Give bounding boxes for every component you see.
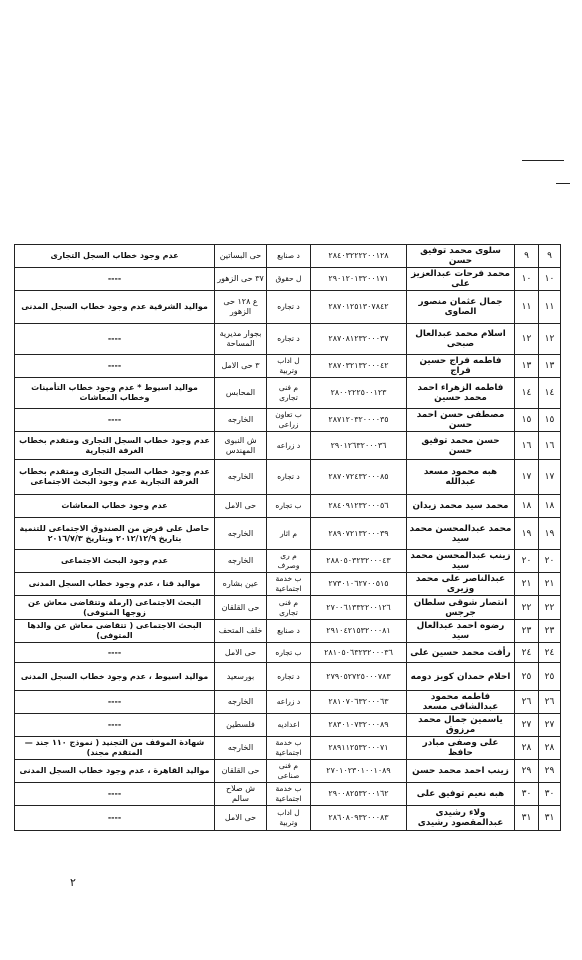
address-cell: حى القلقان [215,596,267,620]
table-row [15,245,561,268]
notes-cell: عدم وجود خطاب المعاشات [15,495,215,518]
applicant-name-cell: ياسمين جمال محمد مرزوق [407,714,515,737]
serial-number-cell: ٢٠ [539,550,561,573]
index-number-cell: ٢٧ [515,714,539,737]
applicant-name-cell: محمد سيد محمد زيدان [407,495,515,518]
index-number-cell: ١٢ [515,324,539,355]
table-row [15,518,561,550]
serial-number-cell: ١٦ [539,432,561,460]
national-id-cell: ٢٨٩١١٢٥٣٢٠٠٠٧١ [311,737,407,760]
national-id-cell: ٢٩٠١٢٠١٣٢٠٠١٧١ [311,268,407,291]
qualification-cell: ل حقوق [267,268,311,291]
applicant-name-cell: اسلام محمد عبدالعال صبحى [407,324,515,355]
notes-cell: مواليد الشرقية عدم وجود خطاب السجل المدنى [15,291,215,324]
applicant-name-cell: زينب عبدالمحسن محمد سيد [407,550,515,573]
index-number-cell: ٢٦ [515,691,539,714]
serial-number-cell: ٢١ [539,573,561,596]
national-id-cell: ٢٨١٠٥٠٦٣٢٣٢٠٠٠٣٦ [311,643,407,663]
applicant-name-cell: انتصار شوقى سلطان جرجس [407,596,515,620]
applicant-name-cell: هبه نعيم توفيق على [407,783,515,806]
notes-cell: عدم وجود خطاب السجل التجارى ومتقدم بخطاب الغرفة التجارية عدم وجود البحث الاجتماعى [15,460,215,495]
applicant-name-cell: سلوى محمد توفيق حسن [407,245,515,268]
serial-number-cell: ٢٦ [539,691,561,714]
applicant-name-cell: حسن محمد توفيق حسن [407,432,515,460]
qualification-cell: د تجاره [267,460,311,495]
table-row [15,643,561,663]
notes-cell: ---- [15,691,215,714]
applicants-table [14,244,561,831]
notes-cell: ---- [15,643,215,663]
serial-number-cell: ٢٤ [539,643,561,663]
index-number-cell: ١٧ [515,460,539,495]
address-cell: ش النبوى المهندس [215,432,267,460]
address-cell: ٣ حى الامل [215,355,267,378]
national-id-cell: ٢٨٩٠٧٢١٣٢٠٠٠٣٩ [311,518,407,550]
address-cell: خلف المتحف [215,620,267,643]
qualification-cell: ب تجاره [267,495,311,518]
qualification-cell: د صنايع [267,245,311,268]
address-cell: عين بشاره [215,573,267,596]
serial-number-cell: ٢٨ [539,737,561,760]
qualification-cell: م فنى تجارى [267,596,311,620]
address-cell: فلسطين [215,714,267,737]
table-row [15,783,561,806]
national-id-cell: ٢٩٠١٢٦٣٢٠٠٠٣٦ [311,432,407,460]
table-row [15,378,561,409]
serial-number-cell: ٢٥ [539,663,561,691]
index-number-cell: ٢٩ [515,760,539,783]
index-number-cell: ١٦ [515,432,539,460]
notes-cell: ---- [15,268,215,291]
address-cell: حى الامل [215,806,267,831]
table-row [15,620,561,643]
notes-cell: عدم وجود خطاب السجل التجارى [15,245,215,268]
qualification-cell: ب خدمة اجتماعية [267,737,311,760]
applicant-name-cell: هبه محمود مسعد عبدالله [407,460,515,495]
serial-number-cell: ٩ [539,245,561,268]
serial-number-cell: ١٢ [539,324,561,355]
qualification-cell: ب تجاره [267,643,311,663]
table-row [15,737,561,760]
table-row [15,355,561,378]
national-id-cell: ٢٨٦٠٨٠٩٣٢٠٠٠٨٣ [311,806,407,831]
notes-cell: شهادة الموقف من التجنيد ( نموذج ١١٠ جند — المتقدم مجند) [15,737,215,760]
serial-number-cell: ١٨ [539,495,561,518]
table-row [15,691,561,714]
notes-cell: ---- [15,806,215,831]
index-number-cell: ١١ [515,291,539,324]
applicant-name-cell: عبدالناصر على محمد وزيرى [407,573,515,596]
table-body [15,245,561,831]
index-number-cell: ١٨ [515,495,539,518]
page-number: ٢ [70,876,76,889]
notes-cell: ---- [15,714,215,737]
national-id-cell: ٢٨٧١٢٠٣٢٠٠٠٠٣٥ [311,409,407,432]
serial-number-cell: ٢٧ [539,714,561,737]
address-cell: الخارجه [215,691,267,714]
serial-number-cell: ١٤ [539,378,561,409]
applicant-name-cell: رضوه احمد عبدالعال سيد [407,620,515,643]
table-row [15,714,561,737]
qualification-cell: م اثار [267,518,311,550]
notes-cell: البحث الاجتماعى (ارملة وتتقاضى معاش عن زوجها المتوفى) [15,596,215,620]
applicant-name-cell: رأفت محمد حسين على [407,643,515,663]
table-row [15,550,561,573]
index-number-cell: ٢١ [515,573,539,596]
serial-number-cell: ١٣ [539,355,561,378]
top-dash-mark-small [556,183,570,184]
address-cell: ش صلاح سالم [215,783,267,806]
qualification-cell: ب خدمة اجتماعية [267,573,311,596]
serial-number-cell: ١٥ [539,409,561,432]
national-id-cell: ٢٨٨٠٥٠٣٢٣٢٠٠٠٤٣ [311,550,407,573]
qualification-cell: ب خدمة اجتماعية [267,783,311,806]
applicant-name-cell: فاطمه محمود عبدالشافى مسعد [407,691,515,714]
table-row [15,409,561,432]
applicant-name-cell: ولاء رشيدى عبدالمقصود رشيدى [407,806,515,831]
address-cell: الخارجه [215,518,267,550]
index-number-cell: ٢٨ [515,737,539,760]
applicant-name-cell: مصطفى حسن احمد حسن [407,409,515,432]
index-number-cell: ١٥ [515,409,539,432]
notes-cell: ---- [15,324,215,355]
index-number-cell: ٩ [515,245,539,268]
address-cell: ع ١٢٨ حى الزهور [215,291,267,324]
national-id-cell: ٢٩١٠٤٢١٥٣٢٠٠٠٨١ [311,620,407,643]
address-cell: الخارجه [215,550,267,573]
notes-cell: ---- [15,409,215,432]
serial-number-cell: ١١ [539,291,561,324]
address-cell: حى الامل [215,643,267,663]
address-cell: ٣٧ حى الزهور [215,268,267,291]
serial-number-cell: ١٠ [539,268,561,291]
index-number-cell: ٢٤ [515,643,539,663]
national-id-cell: ٢٧٣٠١٠٦٢٧٠٠٥١٥ [311,573,407,596]
index-number-cell: ٢٠ [515,550,539,573]
serial-number-cell: ٣٠ [539,783,561,806]
national-id-cell: ٢٧٠٠٦١٣٣٢٢٠٠١٢٦ [311,596,407,620]
national-id-cell: ٢٨٤٠٣٢٢٢٢٠٠١٢٨ [311,245,407,268]
table-row [15,663,561,691]
qualification-cell: د صنايع [267,620,311,643]
table-row [15,324,561,355]
top-dash-mark [522,160,564,161]
notes-cell: ---- [15,783,215,806]
index-number-cell: ٣٠ [515,783,539,806]
address-cell: الخارجه [215,460,267,495]
table-row [15,291,561,324]
notes-cell: مواليد اسيوط ، عدم وجود خطاب السجل المدنى [15,663,215,691]
qualification-cell: اعداديه [267,714,311,737]
qualification-cell: د زراعه [267,691,311,714]
national-id-cell: ٢٨٤٠٩١٢٣٢٠٠٠٥٦ [311,495,407,518]
table-row [15,495,561,518]
notes-cell: البحث الاجتماعى ( تتقاضى معاش عن والدها المتوفى) [15,620,215,643]
qualification-cell: د تجاره [267,291,311,324]
qualification-cell: م رى وصرف [267,550,311,573]
national-id-cell: ٢٨٧٠٧٢٤٣٢٠٠٠٨٥ [311,460,407,495]
national-id-cell: ٢٨٣٠١٠٧٣٢٠٠٠٨٩ [311,714,407,737]
address-cell: الخارجه [215,409,267,432]
index-number-cell: ١٩ [515,518,539,550]
address-cell: الخارجه [215,737,267,760]
index-number-cell: ١٠ [515,268,539,291]
notes-cell: ---- [15,355,215,378]
notes-cell: عدم وجود خطاب السجل التجارى ومتقدم بخطاب الغرفة التجارية [15,432,215,460]
national-id-cell: ٢٧٠١٠٢٣٠١٠٠١٠٨٩ [311,760,407,783]
qualification-cell: ل اداب وتربية [267,355,311,378]
qualification-cell: د تجاره [267,663,311,691]
address-cell: بورسعيد [215,663,267,691]
index-number-cell: ١٣ [515,355,539,378]
serial-number-cell: ١٧ [539,460,561,495]
address-cell: حى الامل [215,495,267,518]
applicant-name-cell: محمد فرحات عبدالعزيز على [407,268,515,291]
index-number-cell: ٣١ [515,806,539,831]
qualification-cell: د تجاره [267,324,311,355]
serial-number-cell: ٣١ [539,806,561,831]
notes-cell: مواليد قنا ، عدم وجود خطاب السجل المدنى [15,573,215,596]
qualification-cell: م فنى صناعى [267,760,311,783]
table-row [15,573,561,596]
qualification-cell: ل اداب وتربية [267,806,311,831]
index-number-cell: ٢٣ [515,620,539,643]
address-cell: المحابس [215,378,267,409]
applicant-name-cell: على وصفى مبادر حافظ [407,737,515,760]
serial-number-cell: ١٩ [539,518,561,550]
applicant-name-cell: محمد عبدالمحسن محمد سيد [407,518,515,550]
national-id-cell: ٢٩٠٠٨٢٥٣٢٠٠١٦٢ [311,783,407,806]
national-id-cell: ٢٨٧٠١٢٥١٣٠٧٨٤٢ [311,291,407,324]
table-row [15,460,561,495]
notes-cell: عدم وجود البحث الاجتماعى [15,550,215,573]
national-id-cell: ٢٨١٠٧٠٦٣٢٠٠٠٦٣ [311,691,407,714]
applicant-name-cell: احلام حمدان كويز دومه [407,663,515,691]
table-row [15,432,561,460]
national-id-cell: ٢٧٩٠٥٢٧٢٥٠٠٠٧٨٣ [311,663,407,691]
address-cell: حى البساتين [215,245,267,268]
applicant-name-cell: جمال عثمان منصور الصاوى [407,291,515,324]
table-row [15,760,561,783]
notes-cell: مواليد القاهرة ، عدم وجود خطاب السجل المدنى [15,760,215,783]
applicant-name-cell: فاطمه فراج حسين فراج [407,355,515,378]
notes-cell: حاصل على قرض من الصندوق الاجتماعى للتنمية بتاريخ ٢٠١٢/١٢/٩ وبتاريخ ٢٠١٦/٧/٣ [15,518,215,550]
notes-cell: مواليد اسيوط * عدم وجود خطاب التأمينات وخطاب المعاشات [15,378,215,409]
table-row [15,596,561,620]
serial-number-cell: ٢٢ [539,596,561,620]
index-number-cell: ٢٢ [515,596,539,620]
national-id-cell: ٢٨٠٠٢٢٢٥٠٠١٢٣ [311,378,407,409]
serial-number-cell: ٢٩ [539,760,561,783]
applicant-name-cell: فاطمه الزهراء احمد محمد حسين [407,378,515,409]
address-cell: بجوار مديرية المساحة [215,324,267,355]
table-row [15,806,561,831]
qualification-cell: ب تعاون زراعى [267,409,311,432]
national-id-cell: ٢٨٧٠٨١٢٣٢٠٠٠٣٧ [311,324,407,355]
national-id-cell: ٢٨٧٠٣٢١٣٢٠٠٠٤٢ [311,355,407,378]
address-cell: حى القلقان [215,760,267,783]
table-row [15,268,561,291]
index-number-cell: ٢٥ [515,663,539,691]
serial-number-cell: ٢٣ [539,620,561,643]
index-number-cell: ١٤ [515,378,539,409]
qualification-cell: د زراعه [267,432,311,460]
qualification-cell: م فنى تجارى [267,378,311,409]
applicant-name-cell: زينب احمد محمد حسن [407,760,515,783]
